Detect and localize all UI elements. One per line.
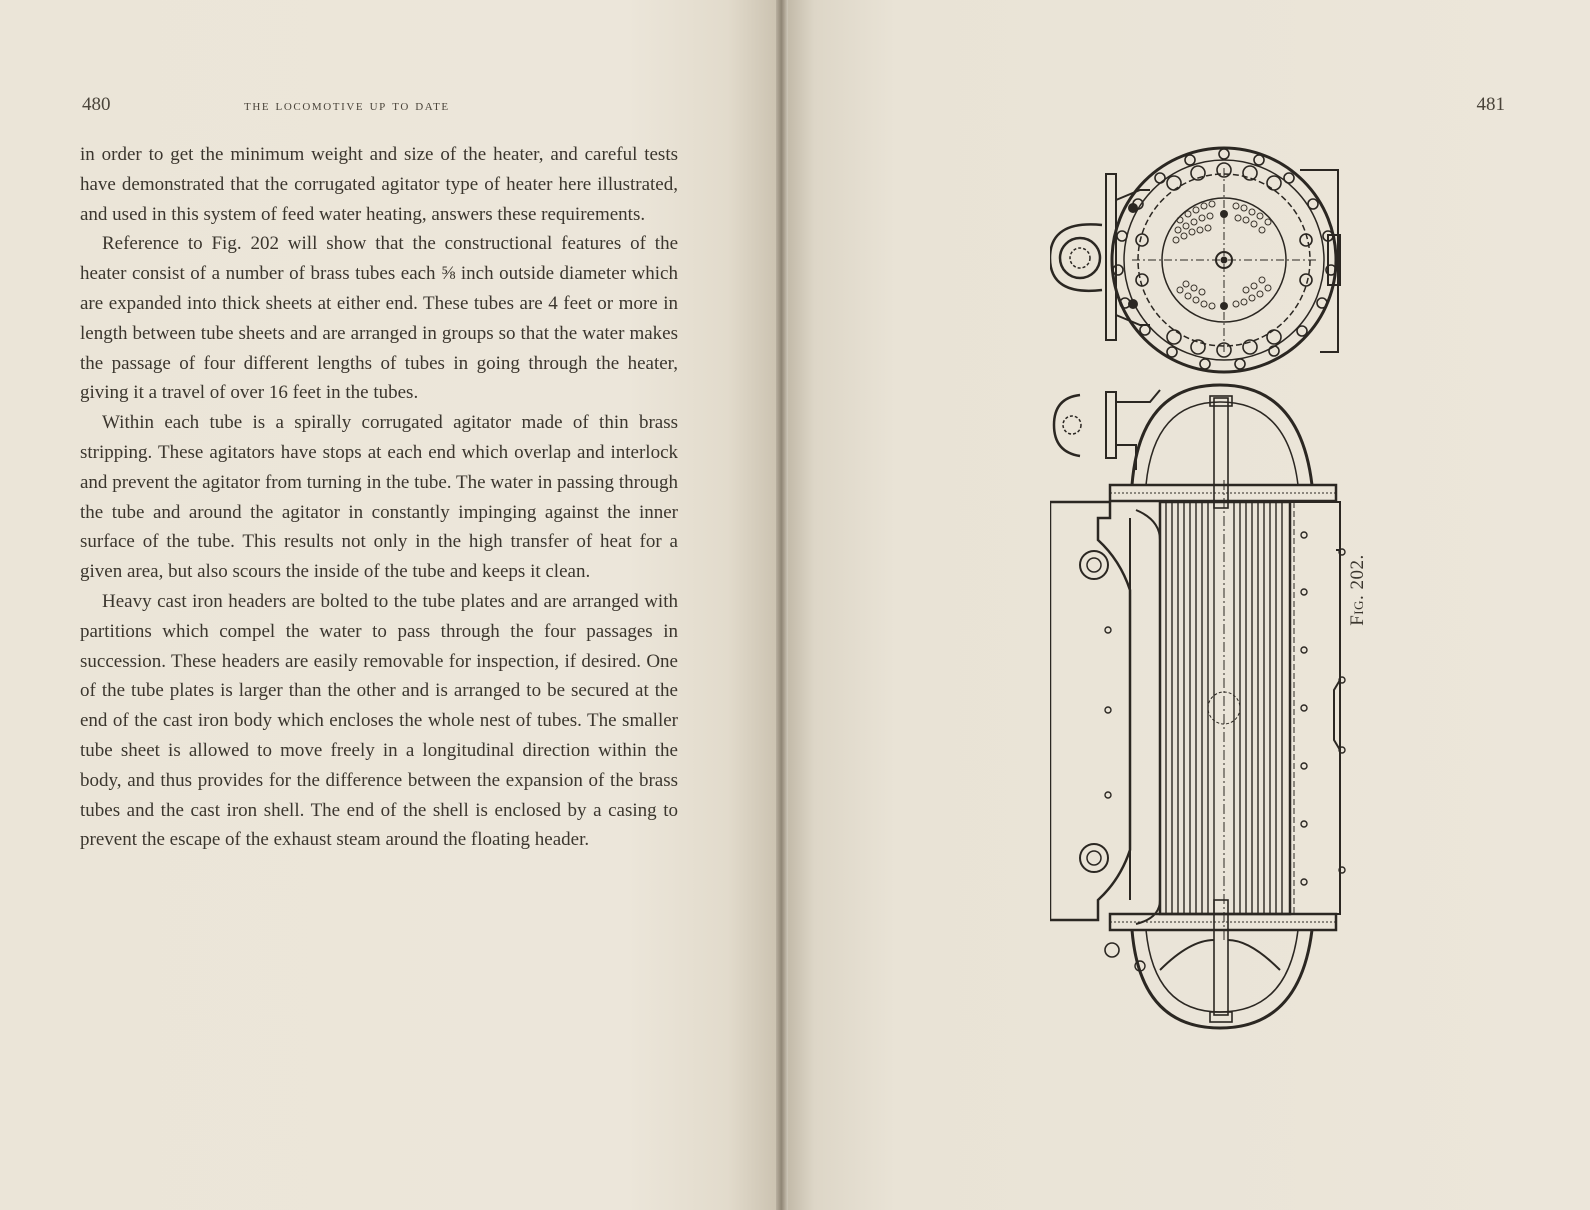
running-head (82, 94, 682, 124)
left-page (0, 0, 782, 1210)
feed-water-heater-drawing (1050, 140, 1350, 1040)
paragraph-4: Heavy cast iron headers are bolted to the tube plates and are arranged with partitions which compel the water to pass through the four passages in succession. These headers are easily removable for inspection, if desired. One of the tube plates is larger than the other and is arranged to be secured at the end of the cast iron body which encloses the whole nest of tubes. The smaller tube sheet is allowed to move freely in a longitudinal direction within the body, and thus provides for the difference between the expansion of the brass tubes and the cast iron shell. The end of the shell is enclosed by a casing to prevent the escape of the exhaust steam around the floating header. (80, 590, 678, 851)
paragraph-1: in order to get the minimum weight and size of the heater, and careful tests have demonstrated that the corrugated agitator type of heater here illustrated, and used in this system of feed water heating, answers these requirements. (80, 144, 678, 225)
page-number-right: 481 (1476, 94, 1505, 115)
page-number-left: 480 (82, 94, 111, 115)
paragraph-3: Within each tube is a spirally corrugated agitator made of thin brass stripping. These agitators have stops at each end which overlap and interlock and prevent the agitator from turning in the tube. The water in passing through the tube and around the agitator in constantly impinging against the inner surface of the tube. This results not only in the high transfer of heat for a given area, but also scours the inside of the tube and keeps it clean. (80, 412, 678, 583)
running-head-title: the locomotive up to date (244, 98, 450, 114)
heater-section-view (1050, 385, 1345, 1028)
body-text (80, 140, 678, 855)
figure-caption: Fig. 202. (1347, 554, 1368, 626)
paragraph-2: Reference to Fig. 202 will show that the constructional features of the heater consist of a number of brass tubes each ⅝ inch outside diameter which are expanded into thick sheets at either end. These tubes are 4 feet or more in length between tube sheets and are arranged in groups so that the water makes the passage of four different lengths of tubes in going through the heater, giving it a travel of over 16 feet in the tubes. (80, 233, 678, 404)
book-gutter (776, 0, 788, 1210)
heater-end-view (1050, 148, 1340, 372)
